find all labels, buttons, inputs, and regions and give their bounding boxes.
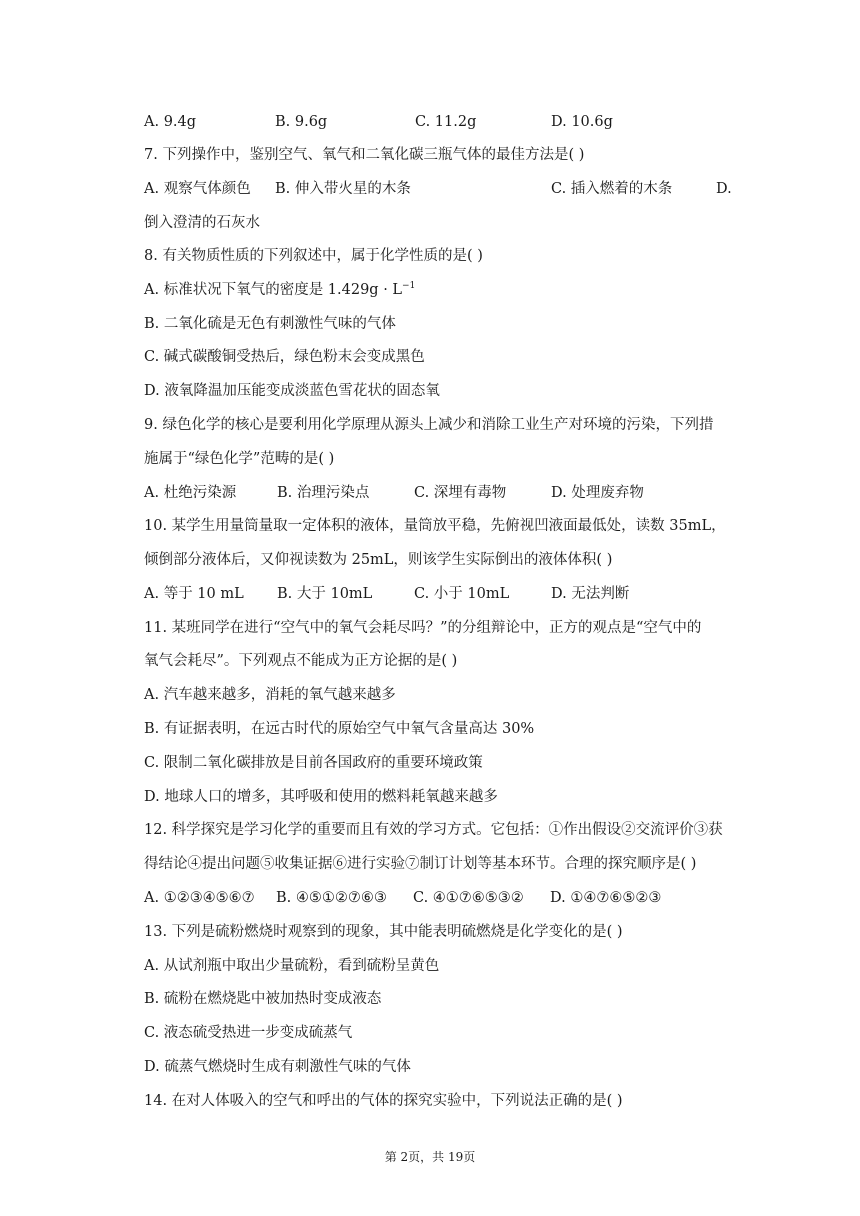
q9-stem-line1: 9. 绿色化学的核心是要利用化学原理从源头上减少和消除工业生产对环境的污染，下列措 [144,417,714,433]
q9-stem-line2: 施属于“绿色化学”范畴的是( ) [144,451,335,467]
q11-stem-line1: 11. 某班同学在进行“空气中的氧气会耗尽吗？”的分组辩论中，正方的观点是“空气中的 [144,620,702,636]
q8-option-a [144,280,415,300]
q13-option-c: C. 液态硫受热进一步变成硫蒸气 [144,1025,353,1041]
q9-option-b: B. 治理污染点 [277,485,370,501]
q10-option-a: A. 等于 10 mL [144,586,244,602]
page-footer: 第 2页，共 19页 [384,1150,476,1164]
q6-option-a: A. 9.4g [144,114,197,130]
q9-option-d: D. 处理废弃物 [551,485,644,501]
q14-stem: 14. 在对人体吸入的空气和呼出的气体的探究实验中，下列说法正确的是( ) [144,1093,623,1109]
q12-option-a: A. ①②③④⑤⑥⑦ [144,890,255,906]
q10-option-d: D. 无法判断 [551,586,630,602]
q6-option-d: D. 10.6g [551,114,613,130]
q8-option-a-text: A. 标准状况下氧气的密度是 1.429g · L [144,282,403,298]
q12-option-c: C. ④①⑦⑥⑤③② [413,890,524,906]
q13-option-b: B. 硫粉在燃烧匙中被加热时变成液态 [144,991,382,1007]
q10-option-b: B. 大于 10mL [277,586,373,602]
q10-stem-line2: 倾倒部分液体后，又仰视读数为 25mL，则该学生实际倒出的液体体积( ) [144,552,613,568]
q12-stem-line1: 12. 科学探究是学习化学的重要而且有效的学习方式。它包括：①作出假设②交流评价③获 [144,822,723,838]
q7-option-a: A. 观察气体颜色 [144,181,251,197]
q8-option-b: B. 二氧化硫是无色有刺激性气味的气体 [144,316,396,332]
q8-option-c: C. 碱式碳酸铜受热后，绿色粉末会变成黑色 [144,349,425,365]
q12-option-d: D. ①④⑦⑥⑤②③ [550,890,662,906]
q12-option-b: B. ④⑤①②⑦⑥③ [276,890,387,906]
q11-option-c: C. 限制二氧化碳排放是目前各国政府的重要环境政策 [144,755,483,771]
q10-stem-line1: 10. 某学生用量筒量取一定体积的液体，量筒放平稳，先俯视凹液面最低处，读数 35mL， [144,518,726,534]
q6-option-b: B. 9.6g [275,114,328,130]
q7-option-b: B. 伸入带火星的木条 [275,181,411,197]
q9-option-c: C. 深埋有毒物 [414,485,507,501]
q11-stem-line2: 氧气会耗尽”。下列观点不能成为正方论据的是( ) [144,653,458,669]
q7-stem: 7. 下列操作中，鉴别空气、氧气和二氧化碳三瓶气体的最佳方法是( ) [144,147,585,163]
q7-option-d-text: 倒入澄清的石灰水 [144,215,260,231]
q13-option-d: D. 硫蒸气燃烧时生成有刺激性气味的气体 [144,1059,411,1075]
q7-option-d: D. [716,181,732,197]
q13-stem: 13. 下列是硫粉燃烧时观察到的现象，其中能表明硫燃烧是化学变化的是( ) [144,924,623,940]
q9-option-a: A. 杜绝污染源 [144,485,237,501]
q12-stem-line2: 得结论④提出问题⑤收集证据⑥进行实验⑦制订计划等基本环节。合理的探究顺序是( ) [144,856,697,872]
q11-option-a: A. 汽车越来越多，消耗的氧气越来越多 [144,687,396,703]
q6-option-c: C. 11.2g [415,114,477,130]
q8-stem: 8. 有关物质性质的下列叙述中，属于化学性质的是( ) [144,248,483,264]
q8-option-d: D. 液氧降温加压能变成淡蓝色雪花状的固态氧 [144,383,440,399]
q11-option-b: B. 有证据表明，在远古时代的原始空气中氧气含量高达 30% [144,721,535,737]
q8-option-a-exponent: −1 [402,281,416,292]
q10-option-c: C. 小于 10mL [414,586,510,602]
q13-option-a: A. 从试剂瓶中取出少量硫粉，看到硫粉呈黄色 [144,958,440,974]
q11-option-d: D. 地球人口的增多，其呼吸和使用的燃料耗氧越来越多 [144,789,498,805]
q7-option-c: C. 插入燃着的木条 [551,181,673,197]
